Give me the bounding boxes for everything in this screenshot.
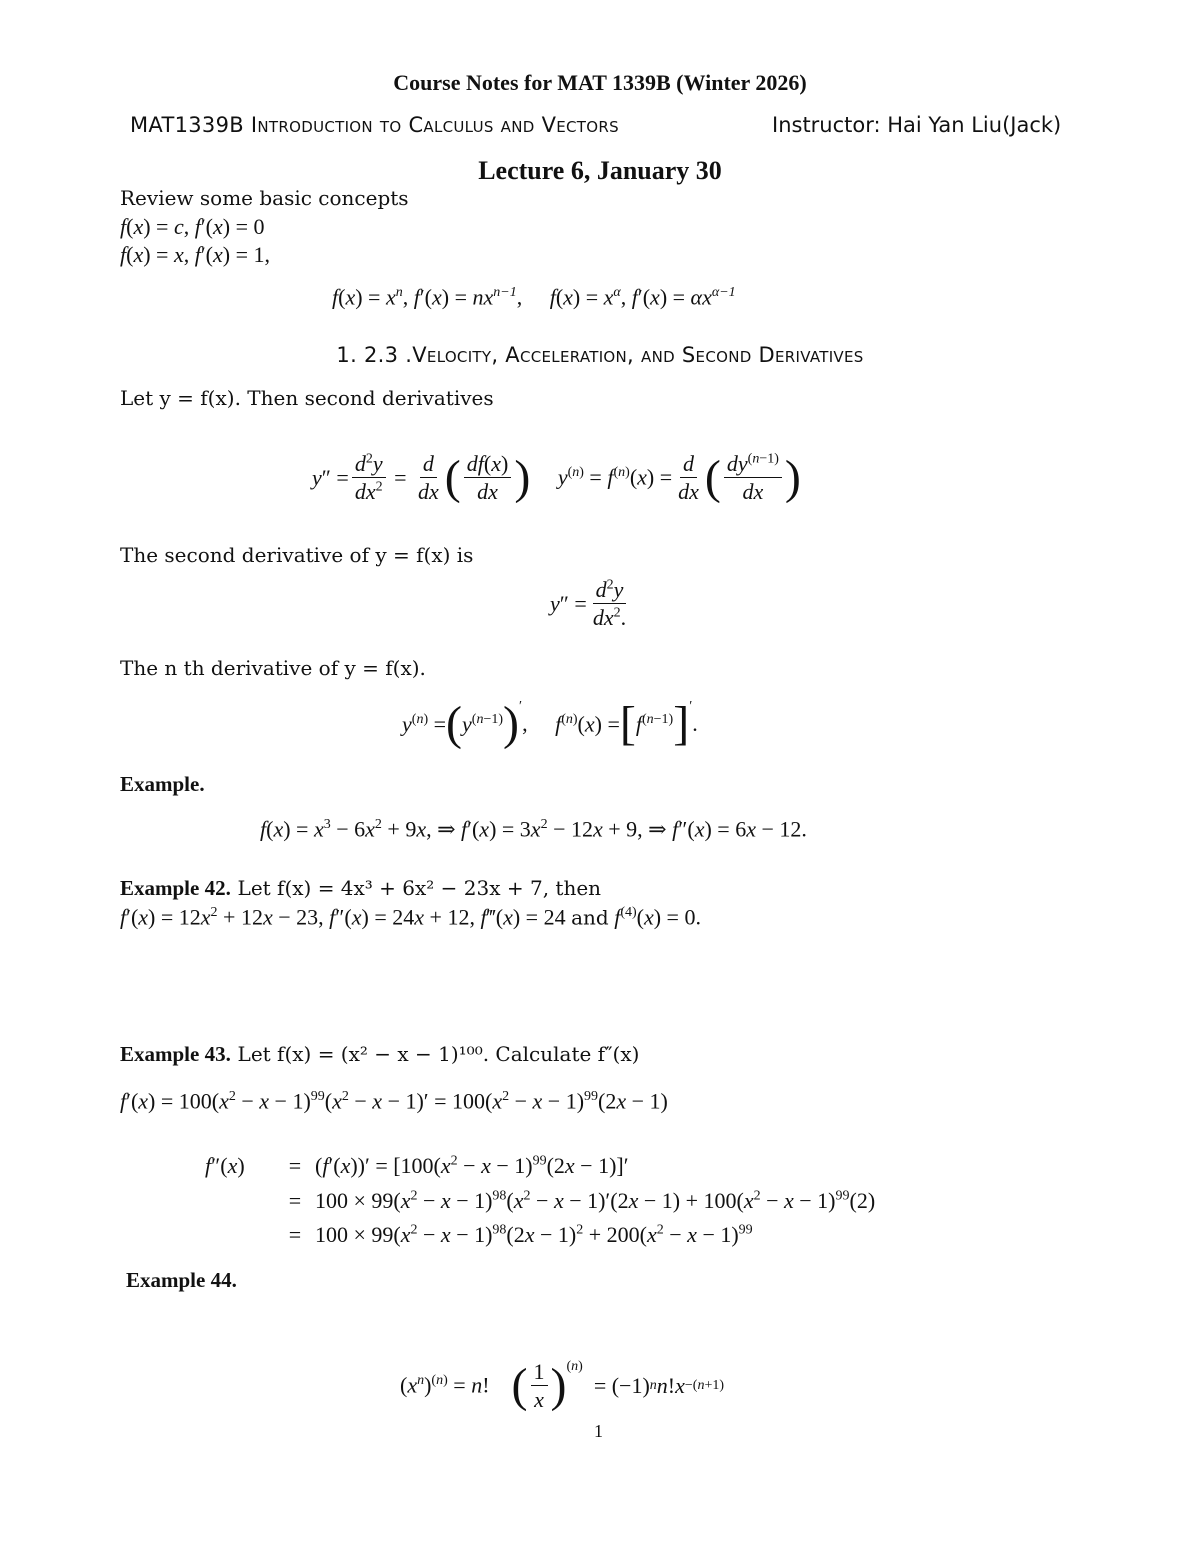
example-44-formula: $(x^n)^{(n)} = n$! ( $\frac{1}{x}$ ) ( n ) = (−1) n n!x −( n +1) <box>400 1358 725 1413</box>
example-43-second-derivative: f″(x) = $(f'(x))' = [100(x^2 - x - 1)^{99}(2x - 1)]'$ = $100 \times 99(x^2 - x - 1)^{98}(x^2 - x - 1)'(2x - 1) + 100(x^2 - x - 1)^{99}(2)$ = $100 \times 99(x^2 - x - 1)^{98}(2x - 1)^2 + 200(x^2 - x - 1)^{99}$ <box>205 1153 876 1248</box>
example-42-label: Example 42. <box>120 876 231 900</box>
example-43-label: Example 43. <box>120 1042 231 1066</box>
page-number: 1 <box>594 1421 603 1441</box>
example-43-text: Let f(x) = (x² − x − 1)¹⁰⁰. Calculate f″(x) <box>237 1042 640 1066</box>
second-derivative-text: The second derivative of y = f(x) is <box>120 543 474 567</box>
let-y-text: Let y = f(x). Then second derivatives <box>120 386 494 410</box>
example-label: Example. <box>120 772 205 796</box>
instructor: Instructor: Hai Yan Liu(Jack) <box>772 113 1062 137</box>
section-heading: 1. 2.3 .Velocity, Acceleration, and Second Derivatives <box>336 343 864 367</box>
rule-constant: f(x) = c, f′(x) = 0 <box>120 214 265 239</box>
second-derivative-formula: y″ = $\frac{d^2y}{dx^2.}$ <box>550 577 627 631</box>
example-formula: $f(x) = x^3 - 6x^2 + 9x$, ⇒ $f'(x) = 3x^2 - 12x + 9$, ⇒ f″(x) = 6x − 12. <box>260 816 807 842</box>
course-title: MAT1339B Introduction to Calculus and Vectors <box>130 113 619 137</box>
second-derivative-definition: y″ = $\frac{d^2y}{dx^2}$ = $\frac{d}{dx}$ ( $\frac{df(x)}{dx}$ ) $y^{(n)} = f^{(n)}(x)$ = $\frac{d}{dx}$ ( $\frac{dy^{(n-1)}}{dx}$ ) <box>312 450 801 505</box>
course-notes-title: Course Notes for MAT 1339B (Winter 2026) <box>393 70 807 95</box>
rule-identity: f(x) = x, f′(x) = 1, <box>120 242 270 267</box>
rule-power: $f(x) = x^n$, $f'(x) = nx^{n-1}$, $f(x) = x^\alpha$, $f'(x) = \alpha x^{\alpha-1}$ <box>332 284 736 310</box>
lecture-title: Lecture 6, January 30 <box>478 156 722 185</box>
example-42-derivatives: $f'(x) = 12x^2 + 12x - 23$, f″(x) = 24x + 12, f‴(x) = 24 and $f^{(4)}(x) = 0$. <box>120 904 701 930</box>
nth-derivative-text: The n th derivative of y = f(x). <box>120 656 426 680</box>
example-42 <box>120 878 601 899</box>
review-intro: Review some basic concepts <box>120 186 409 210</box>
example-43 <box>120 1044 639 1065</box>
example-44-label: Example 44. <box>126 1268 237 1292</box>
example-42-text: Let f(x) = 4x³ + 6x² − 23x + 7, then <box>237 876 602 900</box>
nth-derivative-formula: $y^{(n)}$ = ( $y^{(n-1)}$ ) ′ , $f^{(n)}(x)$ = [ $f^{(n-1)}$ ] ′ . <box>402 697 698 750</box>
example-43-first-derivative: $f'(x) = 100(x^2 - x - 1)^{99}(x^2 - x - 1)' = 100(x^2 - x - 1)^{99}(2x - 1)$ <box>120 1088 668 1114</box>
